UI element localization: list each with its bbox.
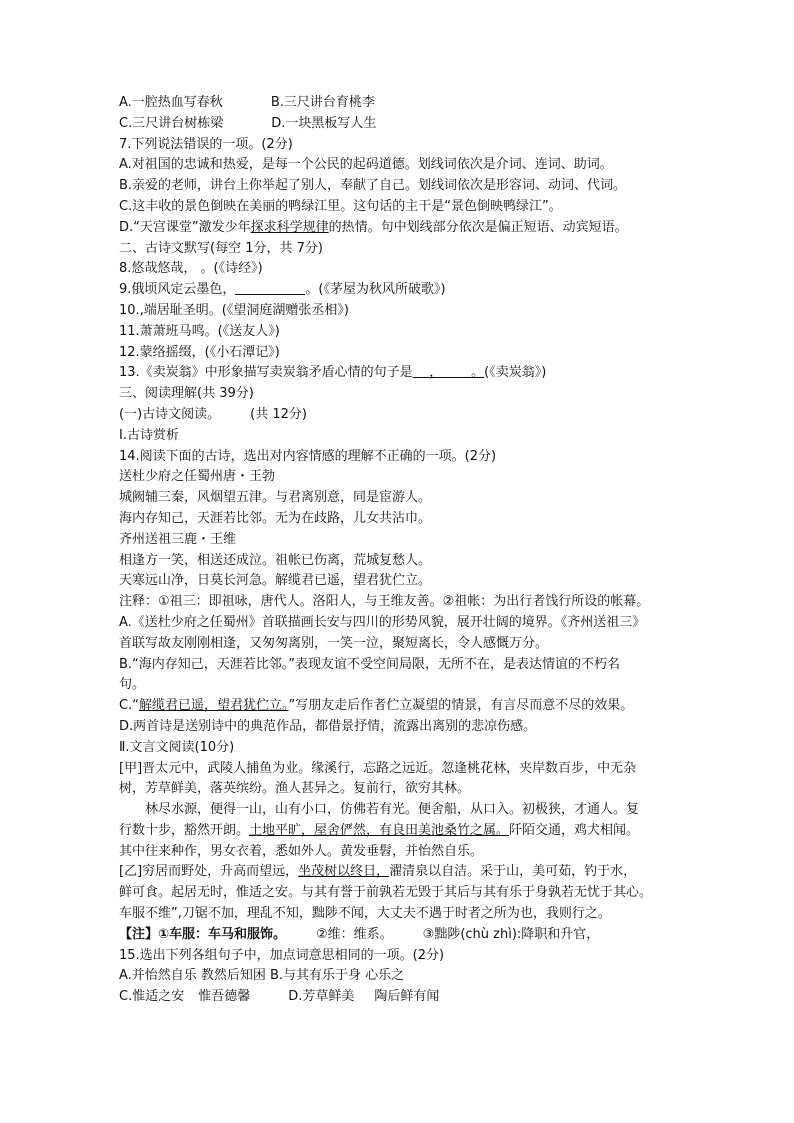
annotation: 注释：①祖三：即祖咏，唐代人。洛阳人，与王维友善。②祖帐：为出行者饯行所设的帐幕。 [119,594,650,610]
poem-line: 城阙辅三秦，风烟望五津。与君离别意，同是宦游人。 [119,490,432,506]
passage-line: 鲜可食。起居无时，惟适之安。与其有誉于前孰若无毁于其后与其有乐于身孰若无忧于其心。 [119,885,653,901]
poem-line: 相逢方一笑，相送还成泣。祖帐已伤离，荒城复愁人。 [119,552,432,568]
passage-line: 林尽水源，便得一山，山有小口，仿佛若有光。便舍船，从口入。初极狭，才通人。复 [145,802,640,818]
section-heading: 三、阅读理解(共 39分) [119,386,254,402]
option-d: D.两首诗是送别诗中的典范作品，都借景抒情，流露出离别的悲凉伤感。 [119,718,537,734]
poem-line: 海内存知己，天涯若比邻。无为在歧路，儿女共沾巾。 [119,510,432,526]
question-13: 13.《卖炭翁》中形象描写卖炭翁矛盾心情的句子是 ， 。(《卖炭翁》) [119,365,547,381]
underlined-phrase: 坐茂树以终日， [298,864,390,880]
annotation: 【注】①车服：车马和服饰。 ②维：维系。 ③黜陟(chù zhì):降职和升官， [119,926,600,942]
option-b: B.亲爱的老师，讲台上你举起了别人，奉献了自己。划线词依次是形容词、动词、代词。 [119,178,627,194]
question-11: 11.萧萧班马鸣。(《送友人》) [119,323,280,339]
poem-title: 齐州送祖三鹿・王维 [119,531,237,547]
underlined-phrase: 探求科学规律 [250,219,329,235]
option-line: A.并怡然自乐 教然后知困 B.与其有乐于身 心乐之 [119,968,405,984]
question-10: 10.,端居耻圣明。(《望洞庭湖赠张丞相》) [119,302,349,318]
subsection-heading: Ⅱ.文言文阅读(10分) [119,739,235,755]
passage-line: [乙]穷居而野处，升高而望远，坐茂树以终日，濯清泉以自洁。采于山，美可茹，钓于水， [119,864,637,880]
passage-line: 行数十步，豁然开朗。土地平旷，屋舍俨然，有良田美池桑竹之属。阡陌交通，鸡犬相闻。 [119,822,640,838]
passage-line: 车服不维”,刀锯不加，理乱不知，黜陟不闻，大丈夫不遇于时者之所为也，我则行之。 [119,906,611,922]
passage-line: 其中往来种作，男女衣着，悉如外人。黄发垂髫，并怡然自乐。 [119,843,484,859]
option-line: A.一腔热血写春秋 B.三尺讲台育桃李 [119,95,375,110]
subsection-heading: (一)古诗文阅读。 (共 12分) [119,406,307,422]
option-line: C.三尺讲台树栋梁 D.一块黑板写人生 [119,115,377,131]
answer-blank[interactable]: ， 。 [412,365,485,381]
poem-title: 送杜少府之任蜀州唐・王勃 [119,469,276,485]
underlined-phrase: 解缆君已遥，望君犹伫立。 [138,698,289,714]
option-c: C.这丰收的景色倒映在美丽的鸭绿江里。这句话的主干是“景色倒映鸭绿江”。 [119,198,562,214]
exam-page [119,93,694,1008]
answer-blank[interactable] [235,280,305,295]
underlined-phrase: 土地平旷，屋舍俨然，有良田美池桑竹之属。 [249,822,510,838]
question-14: 14.阅读下面的古诗，选出对内容情感的理解不正确的一项。(2分) [119,448,497,464]
option-a: A.《送杜少府之任蜀州》首联描画长安与四川的形势风貌，展开壮阔的境界。《齐州送祖三》 [119,614,646,630]
option-b: B.“海内存知己，天涯若比邻。”表现友谊不受空间局限，无所不在，是表达情谊的不朽名 [119,656,621,672]
option-b-cont: 句。 [119,677,146,693]
option-c: C.“解缆君已遥，望君犹伫立。”写朋友走后作者伫立凝望的情景，有言尽而意不尽的效果。 [119,698,634,714]
section-heading: 二、古诗文默写(每空 1分，共 7分) [119,240,323,256]
option-d: D.“天宫课堂”激发少年探求科学规律的热情。句中划线部分依次是偏正短语、动宾短语。 [119,219,628,235]
passage-line: 树，芳草鲜美，落英缤纷。渔人甚异之。复前行，欲穷其林。 [119,781,471,797]
subsection-heading: I.古诗赏析 [119,427,179,443]
option-a-cont: 首联写故友刚刚相逢，又匆匆离别，一笑一泣，聚短离长，令人感慨万分。 [119,635,549,651]
option-a: A.对祖国的忠诚和热爱，是每一个公民的起码道德。划线词依次是介词、连词、助词。 [119,157,613,173]
question-15: 15.选出下列各组句子中，加点词意思相同的一项。(2分) [119,947,445,963]
question-12: 12.蒙络摇缀，(《小石潭记》) [119,344,280,360]
poem-line: 天寒远山净，日莫长河急。解缆君已遥，望君犹伫立。 [119,573,432,589]
question-9: 9.俄顷风定云墨色， 。(《茅屋为秋风所破歌》) [119,282,446,298]
question-8: 8.悠哉悠哉， 。(《诗经》) [119,261,263,277]
option-line: C.惟适之安 惟吾德馨 D.芳草鲜美 陶后鲜有闻 [119,989,440,1005]
question-7: 7.下列说法错误的一项。(2分) [119,136,293,152]
passage-line: [甲]晋太元中，武陵人捕鱼为业。缘溪行，忘路之远近。忽逢桃花林，夹岸数百步，中无杂 [119,760,637,776]
